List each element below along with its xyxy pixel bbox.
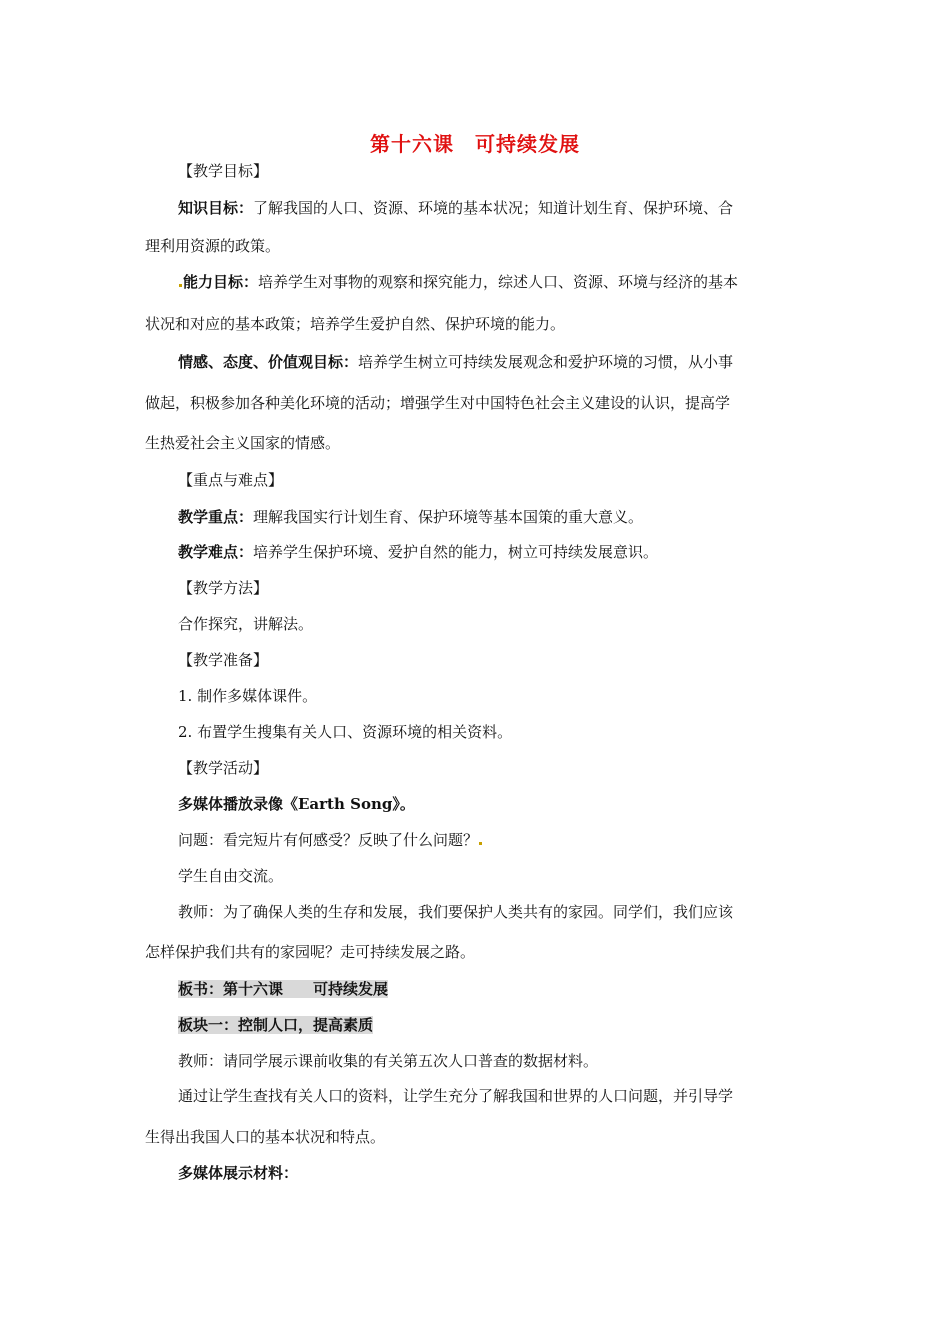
focus-text: 理解我国实行计划生育、保护环境等基本国策的重大意义。 [253,508,644,526]
ability-objective [178,272,738,292]
difficulty-label: 教学难点： [178,543,254,561]
method-text: 合作探究，讲解法。 [178,615,314,633]
activity-video: 多媒体播放录像《Earth Song》。 [178,795,415,813]
teacher-text-2: 教师：请同学展示课前收集的有关第五次人口普查的数据材料。 [178,1052,599,1070]
prep-heading: 【教学准备】 [178,651,269,669]
edit-mark-icon [479,842,482,845]
knowledge-label: 知识目标： [178,199,254,217]
objectives-heading: 【教学目标】 [178,162,269,180]
ability-text-2: 状况和对应的基本政策；培养学生爱护自然、保护环境的能力。 [145,315,566,333]
question-text: 问题：看完短片有何感受？反映了什么问题？ [178,831,479,849]
knowledge-text-2: 理利用资源的政策。 [145,237,281,255]
multimedia-show: 多媒体展示材料： [178,1164,299,1182]
knowledge-text-1: 了解我国的人口、资源、环境的基本状况；知道计划生育、保护环境、合 [253,199,734,217]
guide-text-1: 通过让学生查找有关人口的资料，让学生充分了解我国和世界的人口问题，并引导学 [178,1087,734,1105]
teaching-focus [178,507,643,527]
student-exchange: 学生自由交流。 [178,867,284,885]
board-title-text: 板书：第十六课 可持续发展 [178,980,389,998]
prep-item-1: 1. 制作多媒体课件。 [178,687,318,705]
values-objective [178,352,733,372]
prep-item-2: 2. 布置学生搜集有关人口、资源环境的相关资料。 [178,723,513,741]
focus-label: 教学重点： [178,508,254,526]
board-title [178,979,388,999]
teacher-text-1b: 怎样保护我们共有的家园呢？走可持续发展之路。 [145,943,476,961]
difficulty-text: 培养学生保护环境、爱护自然的能力，树立可持续发展意识。 [253,543,659,561]
block-one-text: 板块一：控制人口，提高素质 [178,1016,374,1034]
method-heading: 【教学方法】 [178,579,269,597]
keypoints-heading: 【重点与难点】 [178,471,284,489]
values-label: 情感、态度、价值观目标： [178,353,359,371]
block-one [178,1015,373,1035]
knowledge-objective [178,198,733,218]
edit-mark-icon [179,284,182,287]
question-line [178,830,483,850]
ability-text-1: 培养学生对事物的观察和探究能力，综述人口、资源、环境与经济的基本 [258,273,739,291]
ability-label: 能力目标： [183,273,259,291]
guide-text-2: 生得出我国人口的基本状况和特点。 [145,1128,386,1146]
teacher-text-1a: 教师：为了确保人类的生存和发展，我们要保护人类共有的家园。同学们，我们应该 [178,903,734,921]
values-text-3: 生热爱社会主义国家的情感。 [145,434,341,452]
teaching-difficulty [178,542,658,562]
values-text-1: 培养学生树立可持续发展观念和爱护环境的习惯，从小事 [358,353,734,371]
values-text-2: 做起，积极参加各种美化环境的活动；增强学生对中国特色社会主义建设的认识，提高学 [145,394,731,412]
activity-heading: 【教学活动】 [178,759,269,777]
page-title: 第十六课 可持续发展 [370,132,580,156]
